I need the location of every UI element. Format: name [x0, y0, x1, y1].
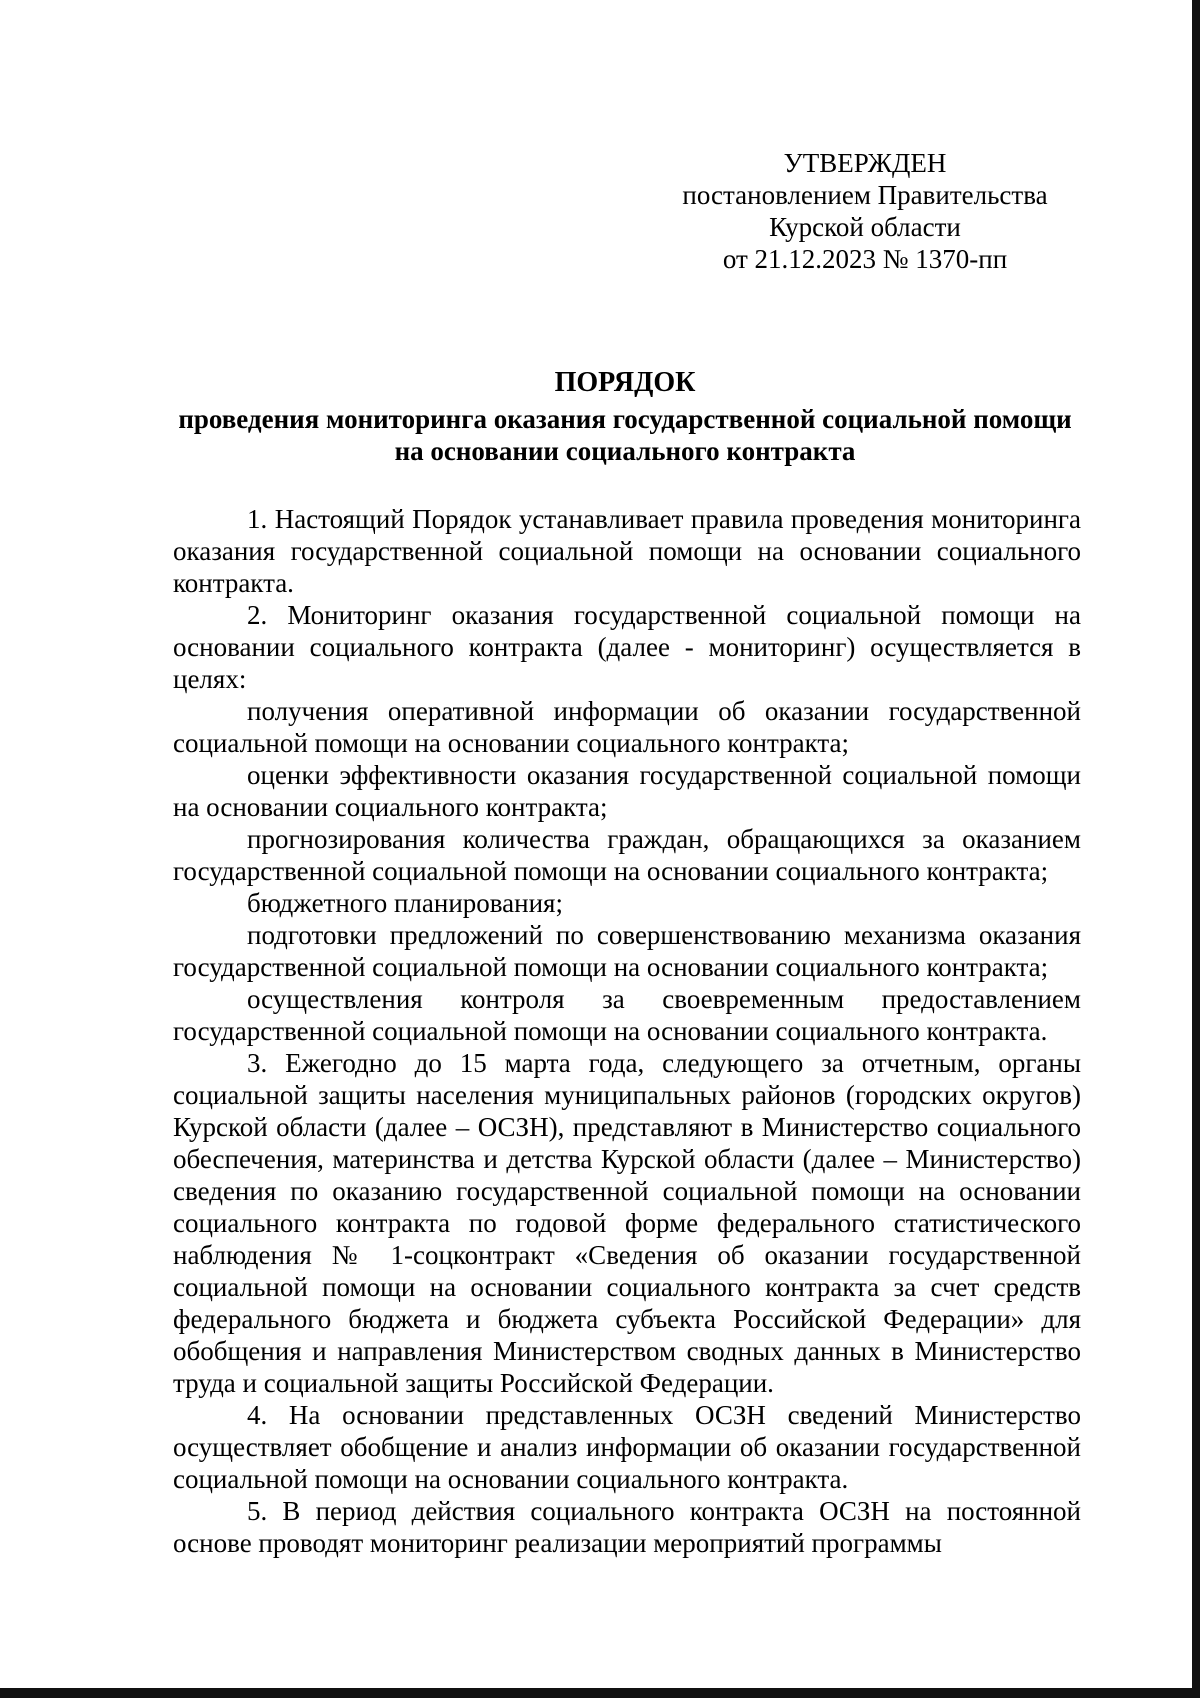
scan-edge-right: [1192, 0, 1200, 1698]
paragraph-goal-6: осуществления контроля за своевременным предоставлением государственной социальной помощи на основании социального контракта.: [173, 984, 1081, 1046]
approval-line-region: Курской области: [769, 212, 961, 242]
approval-heading: УТВЕРЖДЕН: [783, 148, 947, 178]
document-body: [173, 503, 1081, 1559]
paragraph-goal-5: подготовки предложений по совершенствованию механизма оказания государственной социальной помощи на основании социального контракта;: [173, 920, 1081, 982]
document-title-block: [170, 367, 1080, 467]
paragraph-4: 4. На основании представленных ОСЗН сведений Министерство осуществляет обобщение и анализ информации об оказании государственной социальной помощи на основании социального контракта.: [173, 1400, 1081, 1494]
paragraph-goal-3: прогнозирования количества граждан, обращающихся за оказанием государственной социальной помощи на основании социального контракта;: [173, 824, 1081, 886]
paragraph-1: 1. Настоящий Порядок устанавливает правила проведения мониторинга оказания государственной социальной помощи на основании социального контракта.: [173, 504, 1081, 598]
approval-line-decree: постановлением Правительства: [682, 180, 1048, 210]
approval-line-date: от 21.12.2023 № 1370-пп: [722, 244, 1008, 274]
paragraph-5: 5. В период действия социального контракта ОСЗН на постоянной основе проводят мониторинг реализации мероприятий программы: [173, 1496, 1081, 1558]
paragraph-goal-4: бюджетного планирования;: [247, 888, 563, 918]
document-subtitle: проведения мониторинга оказания государственной социальной помощи на основании социального контракта: [178, 404, 1072, 466]
document-heading: ПОРЯДОК: [554, 367, 696, 398]
paragraph-goal-2: оценки эффективности оказания государственной социальной помощи на основании социального контракта;: [173, 760, 1081, 822]
approval-stamp-block: [640, 147, 1090, 275]
paragraph-2: 2. Мониторинг оказания государственной социальной помощи на основании социального контракта (далее - мониторинг) осуществляется в целях:: [173, 600, 1081, 694]
paragraph-3: 3. Ежегодно до 15 марта года, следующего за отчетным, органы социальной защиты населения муниципальных районов (городских округов) Курской области (далее – ОСЗН), представляют в Министерство социального обеспечения, материнства и детства Курской области (далее – Министерство) сведения по оказанию государственной социальной помощи на основании социального контракта по годовой форме федерального статистического наблюдения № 1-соцконтракт «Сведения об оказании государственной социальной помощи на основании социального контракта за счет средств федерального бюджета и бюджета субъекта Российской Федерации» для обобщения и направления Министерством сводных данных в Министерство труда и социальной защиты Российской Федерации.: [173, 1048, 1081, 1398]
scan-edge-bottom: [0, 1688, 1200, 1698]
paragraph-goal-1: получения оперативной информации об оказании государственной социальной помощи на основании социального контракта;: [173, 696, 1081, 758]
